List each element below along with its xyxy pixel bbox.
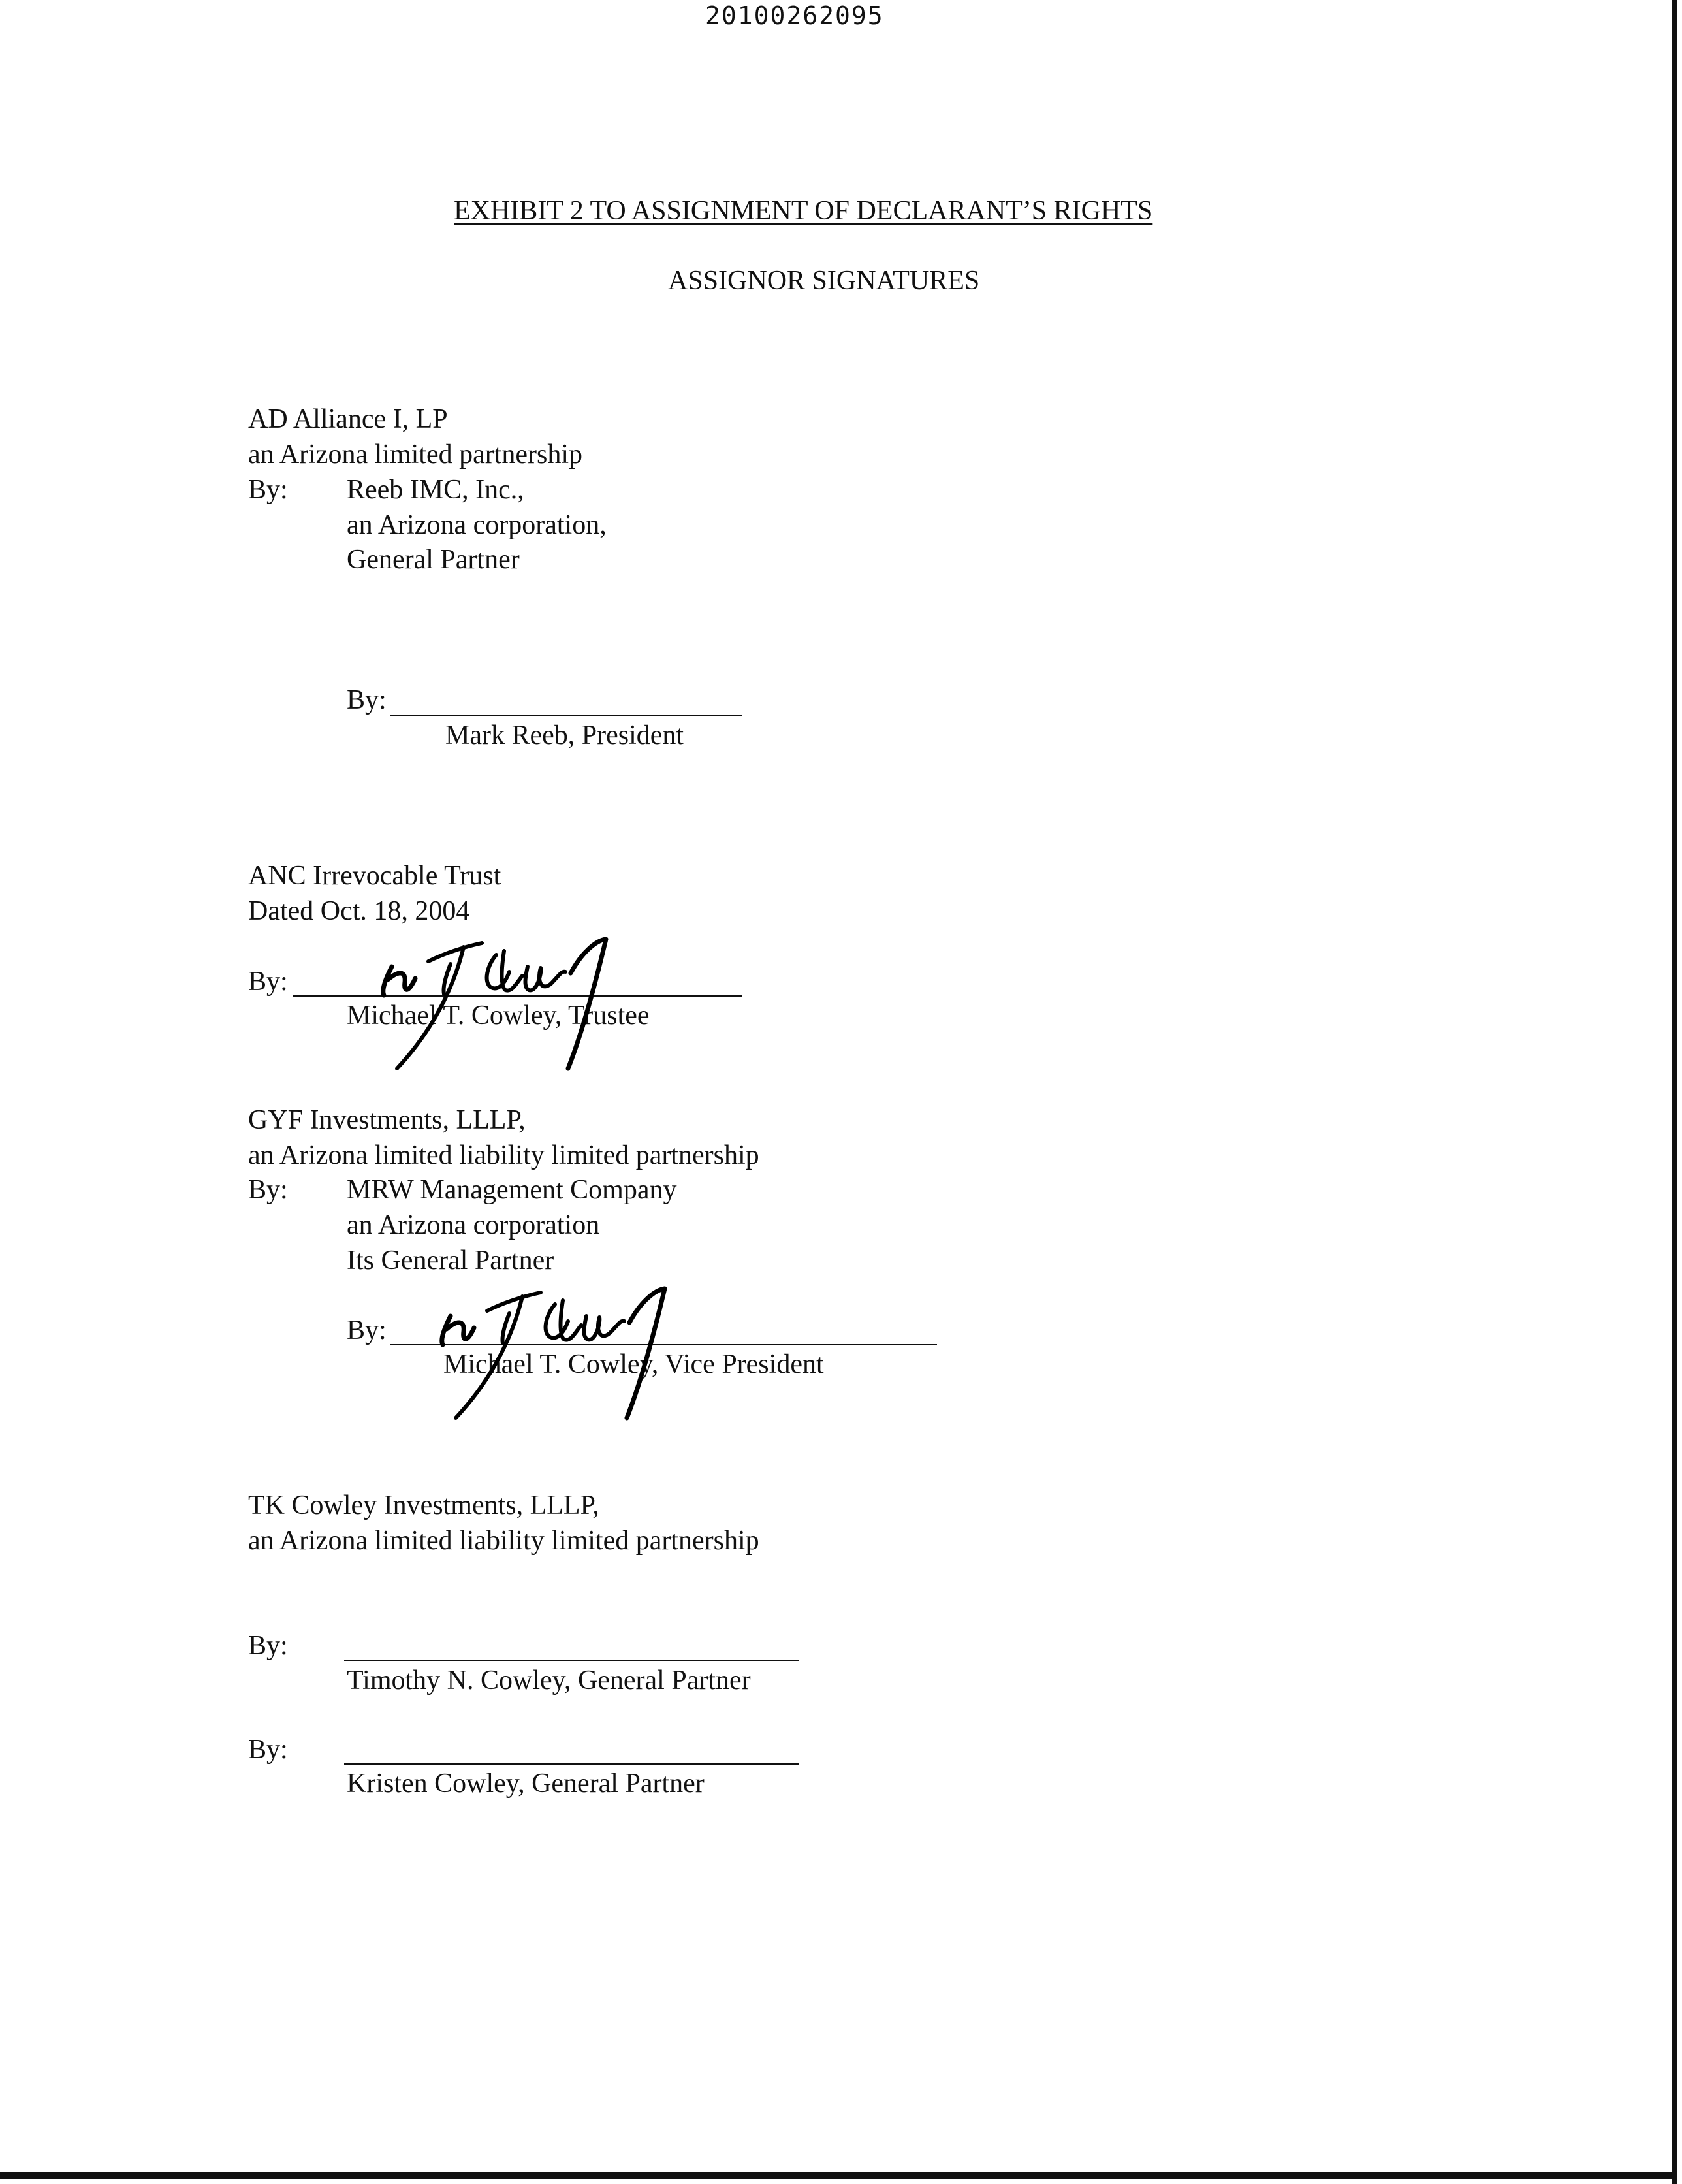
ad-alliance-type: an Arizona limited partnership: [248, 440, 583, 470]
ad-alliance-sign-label: By:: [347, 685, 387, 715]
tk-cowley-signature-line-2: [344, 1763, 799, 1765]
ad-alliance-name: AD Alliance I, LP: [248, 404, 448, 434]
assignor-signatures-heading: ASSIGNOR SIGNATURES: [668, 266, 980, 296]
tk-cowley-signer-2: Kristen Cowley, General Partner: [347, 1769, 705, 1799]
tk-cowley-signature-line-1: [344, 1660, 799, 1661]
anc-trust-name: ANC Irrevocable Trust: [248, 861, 501, 891]
gyf-type: an Arizona limited liability limited partnership: [248, 1140, 759, 1170]
tk-cowley-sign2-label: By:: [248, 1735, 288, 1765]
gyf-name: GYF Investments, LLLP,: [248, 1105, 526, 1135]
gyf-handwritten-signature: [424, 1277, 699, 1427]
anc-trust-signer: Michael T. Cowley, Trustee: [347, 1001, 650, 1031]
scan-border-right: [1672, 0, 1677, 2184]
tk-cowley-signer-1: Timothy N. Cowley, General Partner: [347, 1665, 751, 1695]
tk-cowley-type: an Arizona limited liability limited partnership: [248, 1526, 759, 1556]
ad-alliance-signer: Mark Reeb, President: [445, 720, 684, 750]
scan-border-bottom: [0, 2172, 1677, 2179]
exhibit-title: EXHIBIT 2 TO ASSIGNMENT OF DECLARANT’S RIGHTS: [454, 196, 1153, 226]
gyf-by-label: By:: [248, 1175, 288, 1205]
recording-number: 20100262095: [705, 1, 884, 30]
gyf-sign-label: By:: [347, 1315, 387, 1345]
anc-trust-dated: Dated Oct. 18, 2004: [248, 896, 470, 926]
ad-alliance-signature-line: [390, 715, 742, 716]
gyf-gp-name: MRW Management Company: [347, 1175, 677, 1205]
anc-trust-sign-label: By:: [248, 967, 288, 997]
ad-alliance-gp-role: General Partner: [347, 545, 520, 575]
gyf-gp-type: an Arizona corporation: [347, 1210, 600, 1240]
ad-alliance-by-label: By:: [248, 475, 288, 505]
tk-cowley-name: TK Cowley Investments, LLLP,: [248, 1490, 599, 1520]
gyf-signer: Michael T. Cowley, Vice President: [443, 1349, 824, 1379]
tk-cowley-sign1-label: By:: [248, 1631, 288, 1661]
ad-alliance-gp-type: an Arizona corporation,: [347, 510, 607, 540]
ad-alliance-gp-name: Reeb IMC, Inc.,: [347, 475, 524, 505]
gyf-gp-role: Its General Partner: [347, 1245, 554, 1276]
anc-trust-handwritten-signature: [366, 927, 640, 1078]
